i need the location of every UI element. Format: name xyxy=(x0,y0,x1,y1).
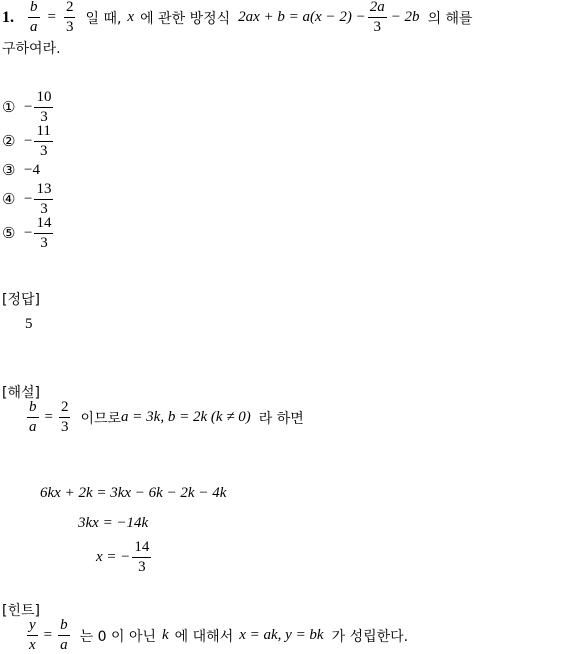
question-var-x: x xyxy=(127,9,135,25)
explanation-text-2: 라 하면 xyxy=(258,410,304,427)
option-3-mark: ③ xyxy=(2,161,16,179)
answer-label: [정답] xyxy=(2,292,40,308)
hint-fraction-y-x: $\frac{y}{x}$ xyxy=(29,617,36,653)
question-line-2: 구하여라. xyxy=(2,41,61,57)
explanation-fraction-b-a: $\frac{b}{a}$ xyxy=(29,399,37,435)
option-1[interactable]: ① − $\frac{10}{3}$ xyxy=(2,88,52,125)
hint-text-3: 가 성립한다. xyxy=(331,628,409,645)
explanation-step-3: x = − $\frac{14}{3}$ xyxy=(96,539,150,575)
question-text-solution: 의 해를 xyxy=(427,10,473,27)
hint-text-2: 에 대해서 xyxy=(174,628,234,645)
option-5[interactable]: ⑤ − $\frac{14}{3}$ xyxy=(2,214,52,251)
question-line: 1. $\frac{b}{a}$ = $\frac{2}{3}$ 일 때, x 에 관한 방정식 2ax + b = a(x − 2) − $\frac{2a}{3}$ − 2b 의 해를 xyxy=(2,0,473,35)
hint-line: $\frac{y}{x}$ = $\frac{b}{a}$ 는 0 이 아닌 k 에 대해서 x = ak, y = bk 가 성립한다. xyxy=(29,617,409,653)
explanation-step-3-fraction: $\frac{14}{3}$ xyxy=(134,539,150,575)
explanation-step-2: 3kx = −14k xyxy=(78,515,149,531)
given-fraction: $\frac{b}{a}$ xyxy=(30,0,38,35)
explanation-assign: a = 3k, b = 2k (k ≠ 0) xyxy=(121,409,251,425)
option-5-fraction: $\frac{14}{3}$ xyxy=(36,214,52,251)
answer-value: 5 xyxy=(25,316,33,332)
option-4-fraction: $\frac{13}{3}$ xyxy=(36,180,52,217)
option-1-fraction: $\frac{10}{3}$ xyxy=(36,88,52,125)
hint-text-1: 는 0 이 아닌 xyxy=(79,628,156,645)
option-5-mark: ⑤ xyxy=(2,224,16,242)
given-value-fraction: $\frac{2}{3}$ xyxy=(65,0,74,35)
explanation-label: [해설] xyxy=(2,385,40,401)
explanation-line-1: $\frac{b}{a}$ = $\frac{2}{3}$ 이므로 a = 3k, b = 2k (k ≠ 0) 라 하면 xyxy=(29,399,304,435)
question-text-about: 에 관한 방정식 xyxy=(140,10,231,27)
hint-var-k: k xyxy=(162,627,169,643)
question-text-when: 일 때, xyxy=(85,10,122,27)
explanation-fraction-2-3: $\frac{2}{3}$ xyxy=(60,399,69,435)
option-3-value: −4 xyxy=(24,161,40,178)
option-4[interactable]: ④ − $\frac{13}{3}$ xyxy=(2,180,52,217)
explanation-step-1: 6kx + 2k = 3kx − 6k − 2k − 4k xyxy=(40,485,227,501)
option-2-mark: ② xyxy=(2,132,16,150)
option-1-mark: ① xyxy=(2,98,16,116)
hint-fraction-b-a: $\frac{b}{a}$ xyxy=(60,617,68,653)
options-list xyxy=(2,90,55,250)
hint-label: [힌트] xyxy=(2,603,40,619)
option-2[interactable]: ② − $\frac{11}{3}$ xyxy=(2,122,51,159)
option-2-fraction: $\frac{11}{3}$ xyxy=(36,122,51,159)
explanation-text-1: 이므로 xyxy=(80,410,122,427)
option-3[interactable] xyxy=(2,158,55,182)
equation-fraction: $\frac{2a}{3}$ xyxy=(369,0,385,35)
option-4-mark: ④ xyxy=(2,190,16,208)
hint-relation: x = ak, y = bk xyxy=(239,627,324,643)
question-number: 1. xyxy=(2,8,14,26)
question-equation: 2ax + b = a(x − 2) − xyxy=(238,9,366,25)
equation-tail: − 2b xyxy=(390,9,420,25)
